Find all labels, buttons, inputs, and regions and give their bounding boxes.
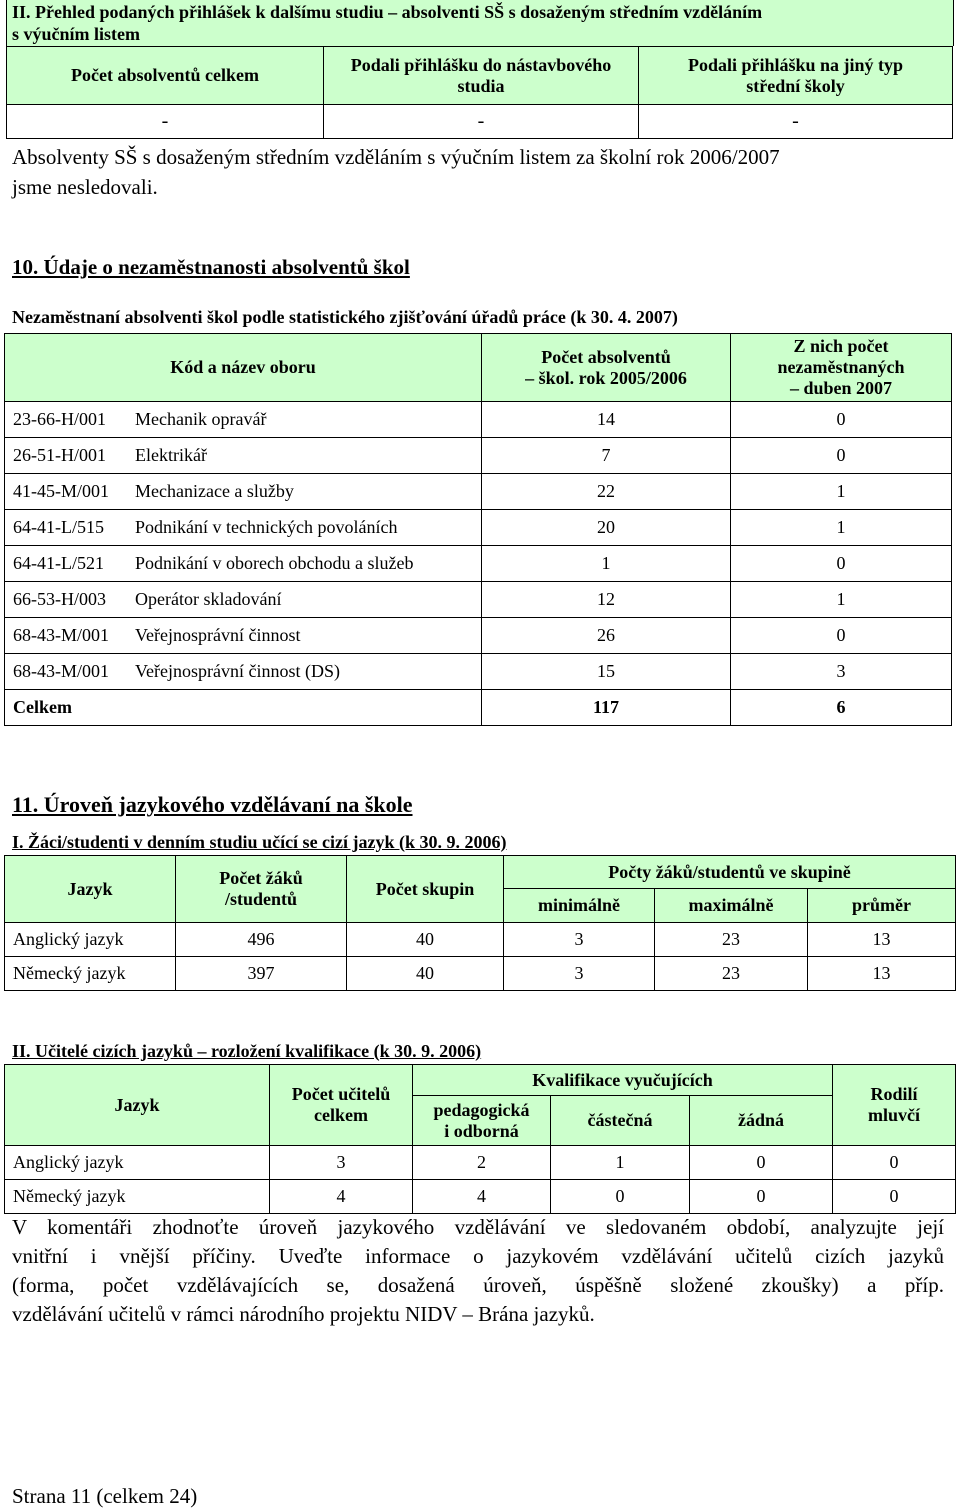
graduates-cell: 14 bbox=[482, 402, 731, 438]
header-teachers: Počet učitelů celkem bbox=[270, 1065, 413, 1146]
language-cell: Německý jazyk bbox=[5, 1180, 270, 1214]
graduates-cell: 12 bbox=[482, 582, 731, 618]
language-teachers-title: II. Učitelé cizích jazyků – rozložení kvalifikace (k 30. 9. 2006) bbox=[12, 1041, 482, 1061]
header-native: Rodilí mluvčí bbox=[833, 1065, 956, 1146]
students-cell: 397 bbox=[176, 957, 347, 991]
header-none: žádná bbox=[690, 1096, 833, 1146]
table-row bbox=[5, 618, 952, 654]
field-cell: 64-41-L/521 Podnikání v oborech obchodu a služeb bbox=[5, 546, 482, 582]
language-teachers-table bbox=[4, 1064, 956, 1214]
applications-table bbox=[6, 46, 953, 139]
students-cell: 496 bbox=[176, 923, 347, 957]
col-other-school: Podali přihlášku na jiný typ střední školy bbox=[639, 47, 953, 105]
partial-cell: 0 bbox=[551, 1180, 690, 1214]
comment-paragraph: V komentáři zhodnoťte úroveň jazykového vzdělávání ve sledovaném období, analyzujte její vnitřní i vnější příčiny. Uveďte informace o jazykovém vzdělávání učitelů cizích jazyků (forma, počet vzdělávajících se, dosažená úroveň, úspěšně složené zkoušky) a příp. vzdělávání učitelů v rámci národního projektu NIDV – Brána jazyků. bbox=[12, 1215, 944, 1326]
total-unemployed: 6 bbox=[731, 690, 952, 726]
pedagogical-cell: 4 bbox=[413, 1180, 551, 1214]
table-row bbox=[5, 402, 952, 438]
pedagogical-cell: 2 bbox=[413, 1146, 551, 1180]
field-cell: 64-41-L/515 Podnikání v technických povoláních bbox=[5, 510, 482, 546]
unemployed-cell: 0 bbox=[731, 438, 952, 474]
table-row bbox=[5, 474, 952, 510]
table-row bbox=[5, 546, 952, 582]
language-students-table bbox=[4, 855, 956, 991]
section-10-title: 10. Údaje o nezaměstnanosti absolventů škol bbox=[12, 255, 410, 279]
section-11-title: 11. Úroveň jazykového vzdělávaní na škole bbox=[12, 792, 413, 817]
unemployed-cell: 1 bbox=[731, 474, 952, 510]
language-cell: Anglický jazyk bbox=[5, 1146, 270, 1180]
section-heading-line2: s výučním listem bbox=[12, 24, 140, 44]
unemployed-cell: 1 bbox=[731, 582, 952, 618]
table-row bbox=[5, 923, 956, 957]
unemployed-cell: 1 bbox=[731, 510, 952, 546]
unemployed-cell: 0 bbox=[731, 618, 952, 654]
note-paragraph: Absolventy SŠ s dosaženým středním vzděláním s výučním listem za školní rok 2006/2007 jsme nesledovali. bbox=[12, 145, 780, 199]
table-row bbox=[5, 438, 952, 474]
header-unemployed: Z nich počet nezaměstnaných – duben 2007 bbox=[731, 334, 952, 402]
avg-cell: 13 bbox=[808, 923, 956, 957]
total-row bbox=[5, 690, 952, 726]
header-group-counts: Počty žáků/studentů ve skupině bbox=[504, 856, 956, 889]
graduates-cell: 1 bbox=[482, 546, 731, 582]
total-graduates: 117 bbox=[482, 690, 731, 726]
header-avg: průměr bbox=[808, 889, 956, 923]
value-cell: - bbox=[324, 105, 639, 139]
graduates-cell: 22 bbox=[482, 474, 731, 510]
page-footer: Strana 11 (celkem 24) bbox=[12, 1484, 198, 1508]
value-cell: - bbox=[639, 105, 953, 139]
table-row bbox=[5, 1146, 956, 1180]
value-cell: - bbox=[7, 105, 324, 139]
graduates-cell: 20 bbox=[482, 510, 731, 546]
none-cell: 0 bbox=[690, 1180, 833, 1214]
header-qualification: Kvalifikace vyučujících bbox=[413, 1065, 833, 1096]
field-cell: 26-51-H/001 Elektrikář bbox=[5, 438, 482, 474]
table-row bbox=[5, 582, 952, 618]
graduates-cell: 15 bbox=[482, 654, 731, 690]
min-cell: 3 bbox=[504, 923, 655, 957]
col-follow-up-study: Podali přihlášku do nástavbového studia bbox=[324, 47, 639, 105]
language-students-title: I. Žáci/studenti v denním studiu učící se cizí jazyk (k 30. 9. 2006) bbox=[12, 832, 507, 852]
header-language: Jazyk bbox=[5, 856, 176, 923]
table-row bbox=[5, 654, 952, 690]
graduates-cell: 7 bbox=[482, 438, 731, 474]
language-cell: Německý jazyk bbox=[5, 957, 176, 991]
unemployed-cell: 0 bbox=[731, 402, 952, 438]
field-cell: 23-66-H/001 Mechanik opravář bbox=[5, 402, 482, 438]
teachers-cell: 4 bbox=[270, 1180, 413, 1214]
field-cell: 41-45-M/001 Mechanizace a služby bbox=[5, 474, 482, 510]
native-cell: 0 bbox=[833, 1180, 956, 1214]
header-max: maximálně bbox=[655, 889, 808, 923]
header-graduates: Počet absolventů – škol. rok 2005/2006 bbox=[482, 334, 731, 402]
table-row bbox=[5, 510, 952, 546]
avg-cell: 13 bbox=[808, 957, 956, 991]
groups-cell: 40 bbox=[347, 957, 504, 991]
unemployed-cell: 3 bbox=[731, 654, 952, 690]
unemployed-cell: 0 bbox=[731, 546, 952, 582]
total-label: Celkem bbox=[5, 690, 482, 726]
max-cell: 23 bbox=[655, 957, 808, 991]
graduates-cell: 26 bbox=[482, 618, 731, 654]
header-students: Počet žáků /studentů bbox=[176, 856, 347, 923]
header-language: Jazyk bbox=[5, 1065, 270, 1146]
min-cell: 3 bbox=[504, 957, 655, 991]
field-cell: 68-43-M/001 Veřejnosprávní činnost (DS) bbox=[5, 654, 482, 690]
field-cell: 68-43-M/001 Veřejnosprávní činnost bbox=[5, 618, 482, 654]
header-partial: částečná bbox=[551, 1096, 690, 1146]
max-cell: 23 bbox=[655, 923, 808, 957]
section-10-subtitle: Nezaměstnaní absolventi škol podle statistického zjišťování úřadů práce (k 30. 4. 2007) bbox=[12, 307, 678, 327]
section-heading: II. Přehled podaných přihlášek k dalšímu studiu – absolventi SŠ s dosaženým středním vzděláním bbox=[12, 2, 763, 22]
partial-cell: 1 bbox=[551, 1146, 690, 1180]
header-groups: Počet skupin bbox=[347, 856, 504, 923]
header-min: minimálně bbox=[504, 889, 655, 923]
table-row bbox=[5, 957, 956, 991]
unemployment-table bbox=[4, 333, 952, 726]
teachers-cell: 3 bbox=[270, 1146, 413, 1180]
table-row bbox=[5, 1180, 956, 1214]
field-cell: 66-53-H/003 Operátor skladování bbox=[5, 582, 482, 618]
groups-cell: 40 bbox=[347, 923, 504, 957]
none-cell: 0 bbox=[690, 1146, 833, 1180]
header-pedagogical: pedagogická i odborná bbox=[413, 1096, 551, 1146]
language-cell: Anglický jazyk bbox=[5, 923, 176, 957]
col-total-graduates: Počet absolventů celkem bbox=[7, 47, 324, 105]
native-cell: 0 bbox=[833, 1146, 956, 1180]
header-code-name: Kód a název oboru bbox=[5, 334, 482, 402]
